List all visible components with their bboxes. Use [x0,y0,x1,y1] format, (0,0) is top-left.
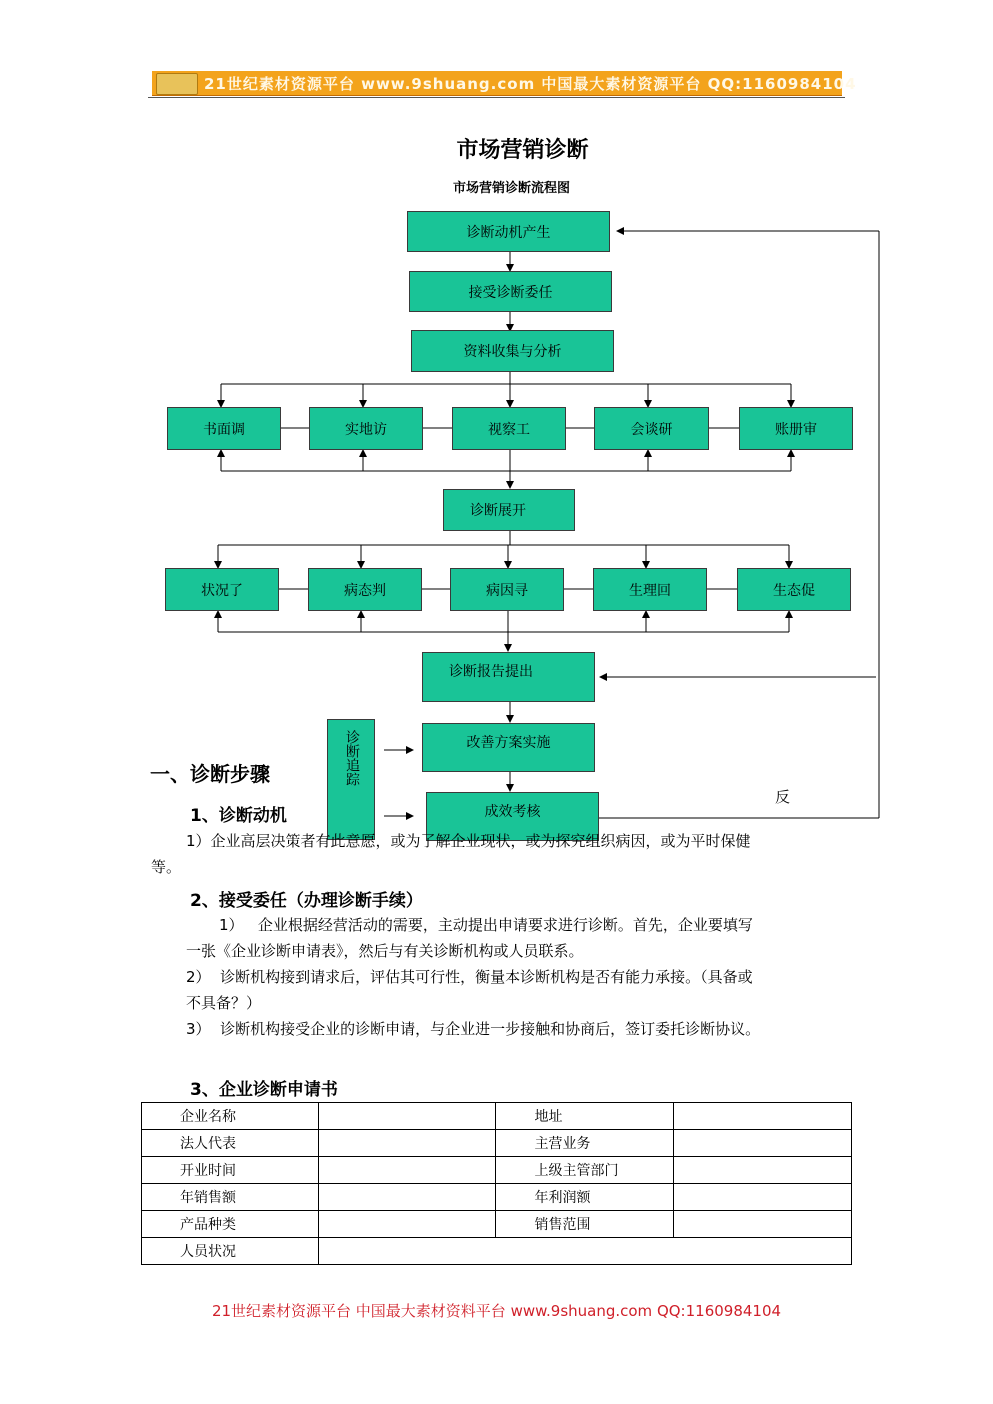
table-row [142,1184,852,1211]
subsection-2-para-2: 2） 诊断机构接到请求后，评估其可行性，衡量本诊断机构是否有能力承接。（具备或 [186,968,753,986]
form-value-cell[interactable] [318,1103,496,1130]
form-label: 年销售额 [142,1184,319,1211]
form-value-cell[interactable] [674,1157,852,1184]
page-footer: 21世纪素材资源平台 中国最大素材资料平台 www.9shuang.com QQ:1160984104 [211,1302,782,1320]
subsection-1-heading: 1、诊断动机 [190,806,287,826]
form-label: 上级主管部门 [496,1157,674,1184]
form-value-cell[interactable] [674,1130,852,1157]
flow-step-report: 诊断报告提出 [422,652,595,702]
page-title: 市场营销诊断 [456,138,589,163]
flow-side-tracking-label: 诊断追踪 [344,730,360,786]
subsection-2-heading: 2、接受委任（办理诊断手续） [190,891,423,911]
application-form-table [141,1102,852,1265]
form-value-cell[interactable] [318,1130,496,1157]
flowchart-caption: 市场营销诊断流程图 [452,181,570,196]
flow-step-evaluation: 成效考核 [426,792,599,841]
subsection-1-para: 1）企业高层决策者有此意愿，或为了解企业现状，或为探究组织病因，或为平时保健 [186,832,751,850]
form-label: 年利润额 [496,1184,674,1211]
flow-analysis-3: 病因寻 [450,568,564,611]
form-value-cell[interactable] [674,1184,852,1211]
flow-method-4: 会谈研 [594,407,709,450]
flow-analysis-5: 生态促 [737,568,851,611]
flow-method-2: 实地访 [309,407,423,450]
form-value-cell[interactable] [674,1211,852,1238]
form-label: 开业时间 [142,1157,319,1184]
form-label: 产品种类 [142,1211,319,1238]
subsection-2-para-1-cont: 一张《企业诊断申请表》，然后与有关诊断机构或人员联系。 [186,942,584,960]
form-label: 人员状况 [142,1238,319,1265]
form-label: 法人代表 [142,1130,319,1157]
form-value-cell[interactable] [318,1157,496,1184]
form-value-cell[interactable] [318,1211,496,1238]
table-row [142,1211,852,1238]
subsection-2-para-3: 3） 诊断机构接受企业的诊断申请，与企业进一步接触和协商后，签订委托诊断协议。 [186,1020,761,1038]
form-value-cell[interactable] [318,1184,496,1211]
subsection-2-para-2-cont: 不具备？） [186,994,262,1012]
form-label: 主营业务 [496,1130,674,1157]
flow-method-1: 书面调 [167,407,281,450]
table-row [142,1130,852,1157]
flow-step-improvement: 改善方案实施 [422,723,595,772]
flow-step-data-collection: 资料收集与分析 [411,330,614,372]
table-row [142,1238,852,1265]
flow-step-diagnosis: 诊断展开 [443,489,575,531]
flow-step-motivation: 诊断动机产生 [407,211,610,252]
form-label: 销售范围 [496,1211,674,1238]
feedback-label: 反 [775,788,791,806]
banner-text: 21世纪素材资源平台 www.9shuang.com 中国最大素材资源平台 QQ:1160984104 [204,75,857,93]
flow-analysis-1: 状况了 [165,568,279,611]
flow-analysis-4: 生理回 [593,568,707,611]
form-value-cell[interactable] [674,1103,852,1130]
table-row [142,1103,852,1130]
flow-step-accept-commission: 接受诊断委任 [409,271,612,312]
subsection-2-para-1: 1） 企业根据经营活动的需要，主动提出申请要求进行诊断。首先，企业要填写 [219,916,753,934]
table-row [142,1157,852,1184]
flow-method-5: 账册审 [739,407,853,450]
flow-method-3: 视察工 [452,407,566,450]
section-heading: 一、诊断步骤 [150,762,270,786]
subsection-1-para-cont: 等。 [151,858,182,876]
flow-side-tracking [327,719,375,840]
form-label: 企业名称 [142,1103,319,1130]
subsection-3-heading: 3、企业诊断申请书 [190,1080,338,1100]
form-value-cell[interactable] [318,1238,851,1265]
form-label: 地址 [496,1103,674,1130]
flow-analysis-2: 病态判 [308,568,422,611]
